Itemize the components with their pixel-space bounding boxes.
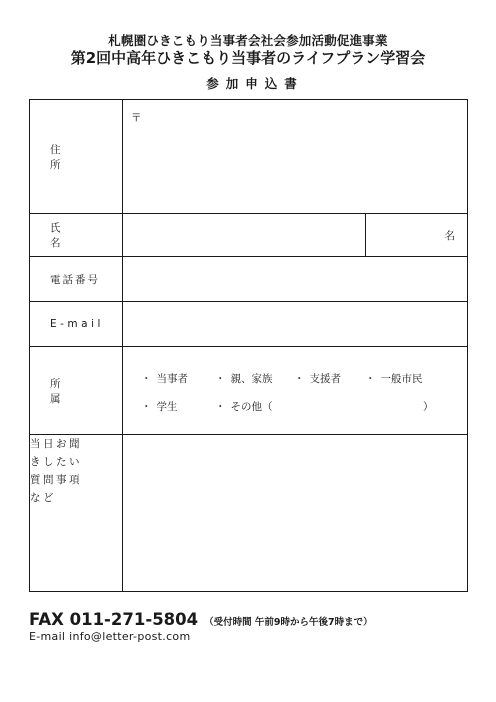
fax-number: FAX 011-271-5804 bbox=[29, 610, 199, 629]
application-form-table bbox=[29, 99, 468, 592]
given-name-field[interactable] bbox=[366, 214, 468, 257]
phone-label: 電話番号 bbox=[30, 257, 123, 302]
email-label: E-mail bbox=[30, 302, 123, 347]
name-label: 氏 名 bbox=[30, 214, 123, 257]
family-name-field[interactable] bbox=[123, 214, 366, 257]
email-field[interactable] bbox=[123, 302, 468, 347]
organizer-heading: 札幌圏ひきこもり当事者会社会参加活動促進事業 bbox=[108, 33, 388, 48]
form-title: 参加申込書 bbox=[206, 76, 304, 91]
name-row bbox=[30, 214, 468, 257]
postal-mark: 〒 bbox=[131, 112, 142, 124]
phone-row bbox=[30, 257, 468, 302]
address-label: 住 所 bbox=[30, 100, 123, 214]
questions-row bbox=[30, 435, 468, 592]
contact-email[interactable]: E-mail info@letter-post.com bbox=[29, 630, 191, 643]
option-other-close: ） bbox=[423, 401, 434, 413]
email-row bbox=[30, 302, 468, 347]
questions-field[interactable] bbox=[123, 435, 468, 592]
affiliation-options bbox=[123, 347, 468, 435]
fax-line bbox=[29, 610, 373, 629]
event-title: 第2回中高年ひきこもり当事者のライフプラン学習会 bbox=[70, 49, 426, 67]
reception-hours: （受付時間 午前9時から午後7時まで） bbox=[204, 617, 373, 628]
given-name-label: 名 bbox=[444, 229, 455, 242]
option-family[interactable]: ・ 親、家族 bbox=[215, 373, 273, 385]
affiliation-label: 所 属 bbox=[30, 347, 123, 435]
option-student[interactable]: ・ 学生 bbox=[141, 401, 178, 413]
address-row bbox=[30, 100, 468, 214]
option-citizen[interactable]: ・ 一般市民 bbox=[365, 373, 423, 385]
questions-label: 当日お聞 きしたい 質問事項 など bbox=[30, 435, 123, 592]
phone-field[interactable] bbox=[123, 257, 468, 302]
affiliation-row bbox=[30, 347, 468, 435]
option-self[interactable]: ・ 当事者 bbox=[141, 373, 188, 385]
address-field[interactable] bbox=[123, 100, 468, 214]
option-supporter[interactable]: ・ 支援者 bbox=[294, 373, 341, 385]
option-other[interactable]: ・ その他（ bbox=[215, 401, 273, 413]
